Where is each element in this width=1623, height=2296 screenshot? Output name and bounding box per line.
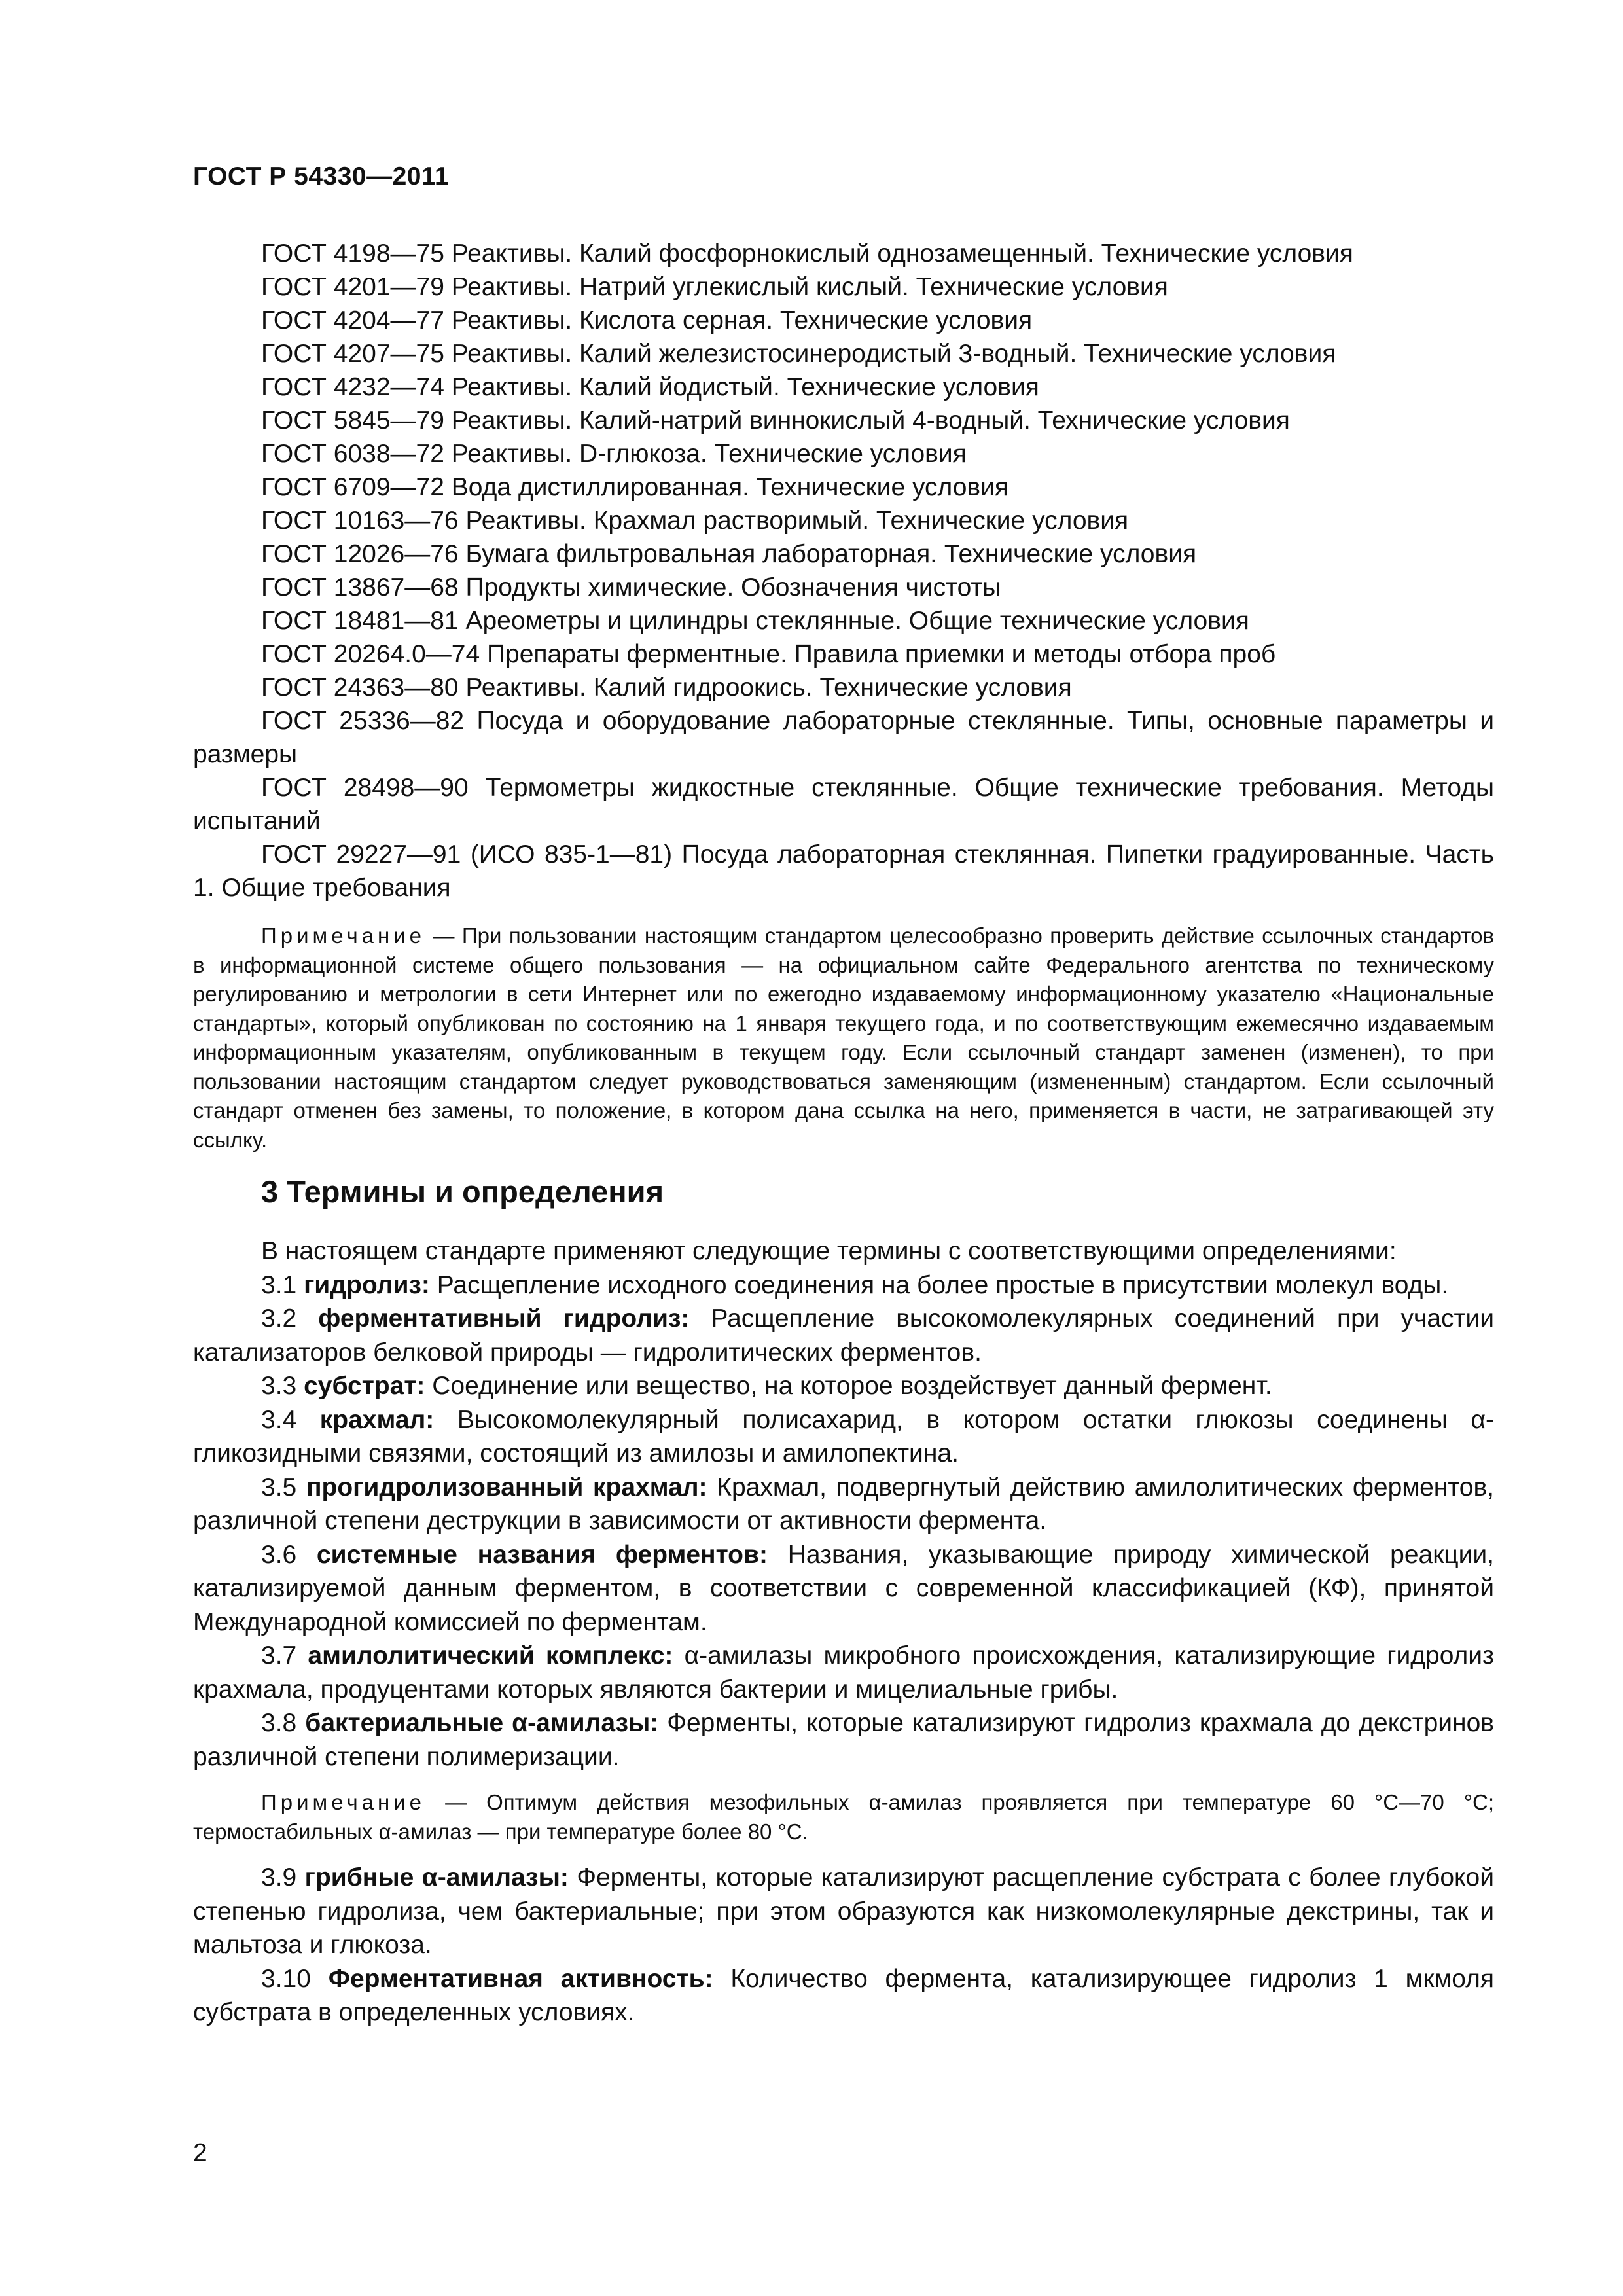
term-name: крахмал: [319,1405,435,1434]
term-definition: Количество фермента, катализирующее гидролиз 1 мкмоля субстрата в определенных условиях. [193,1964,1494,2026]
reference-code: ГОСТ 4201—79 [261,273,444,301]
term-definition: α-амилазы микробного происхождения, катализирующие гидролиз крахмала, продуцентами которых являются бактерии и мицелиальные грибы. [193,1641,1494,1704]
reference-title: Ареометры и цилиндры стеклянные. Общие технические условия [465,607,1249,635]
reference-code: ГОСТ 5845—79 [261,406,444,435]
reference-title: Реактивы. Кислота серная. Технические условия [451,306,1033,334]
term-number: 3.4 [261,1405,297,1434]
term-item [193,1268,1494,1302]
note-text: — Оптимум действия мезофильных α-амилаз проявляется при температуре 60 °С—70 °С; термостабильных α-амилаз — при температуре более 80 °С. [193,1790,1494,1844]
reference-item [193,471,1494,504]
term-item [193,1706,1494,1774]
term-number: 3.5 [261,1473,297,1501]
reference-code: ГОСТ 4232—74 [261,373,444,401]
term-item [193,1302,1494,1369]
term-name: грибные α-амилазы: [304,1863,569,1892]
term-item [193,1471,1494,1538]
reference-item [193,270,1494,304]
term-definition: Названия, указывающие природу химической реакции, катализируемой данным ферментом, в соответствии с современной классификацией (КФ), принятой Международной комиссией по ферментам. [193,1540,1495,1636]
reference-title: Вода дистиллированная. Технические условия [451,473,1009,501]
reference-code: ГОСТ 6709—72 [261,473,444,501]
document-header: ГОСТ Р 54330—2011 [193,162,450,190]
reference-code: ГОСТ 12026—76 [261,540,459,568]
section-title: 3 Термины и определения [261,1174,664,1209]
reference-item [193,337,1494,370]
page-number: 2 [193,2139,207,2167]
reference-title: Препараты ферментные. Правила приемки и методы отбора проб [487,640,1276,668]
reference-code: ГОСТ 4207—75 [261,340,444,368]
reference-title: Посуда лабораторная стеклянная. Пипетки градуированные. Часть 1. Общие требования [193,840,1494,902]
term-definition: Расщепление высокомолекулярных соединений при участии катализаторов белковой природы — гидролитических ферментов. [193,1304,1494,1367]
section-intro: В настоящем стандарте применяют следующие термины с соответствующими определениями: [261,1237,1397,1265]
reference-code: ГОСТ 24363—80 [261,673,459,702]
term-name: ферментативный гидролиз: [318,1304,690,1333]
reference-item [193,537,1494,571]
term-definition: Ферменты, которые катализируют гидролиз крахмала до декстринов различной степени полимеризации. [193,1709,1494,1771]
reference-item [193,504,1494,537]
note-text: — При пользовании настоящим стандартом целесообразно проверить действие ссылочных стандартов в информационной системе общего пользования — на официальном сайте Федерального агентства по техническому регулированию и метрологии в сети Интернет или по ежегодно издаваемому информационному указателю «Национальные стандарты», который опубликован по состоянию на 1 января текущего года, и по соответствующим ежемесячно издаваемым информационным указателям, опубликованным в текущем году. Если ссылочный стандарт заменен (изменен), то при пользовании настоящим стандартом следует руководствоваться заменяющим (измененным) стандартом. Если ссылочный стандарт отменен без замены, то положение, в котором дана ссылка на него, применяется в части, не затрагивающей эту ссылку. [193,924,1494,1152]
reference-item [193,838,1494,905]
term-name: субстрат: [304,1372,425,1400]
reference-item [193,404,1494,437]
reference-title: Реактивы. D-глюкоза. Технические условия [451,440,967,468]
term-item [193,1403,1494,1471]
reference-code: ГОСТ 4198—75 [261,240,444,268]
reference-code: ГОСТ 13867—68 [261,573,459,601]
reference-item [193,304,1494,337]
term-definition: Соединение или вещество, на которое воздействует данный фермент. [432,1372,1272,1400]
term-number: 3.2 [261,1304,297,1333]
term-number: 3.3 [261,1372,297,1400]
term-number: 3.6 [261,1540,297,1569]
term-number: 3.8 [261,1709,297,1737]
reference-title: Продукты химические. Обозначения чистоты [465,573,1001,601]
reference-title: Посуда и оборудование лабораторные стеклянные. Типы, основные параметры и размеры [193,707,1494,768]
term-name: бактериальные α-амилазы: [305,1709,659,1737]
note-label: Примечание [261,924,426,948]
term-name: системные названия ферментов: [316,1540,768,1569]
term-number: 3.10 [261,1964,311,1993]
reference-item [193,370,1494,404]
term-item [193,1538,1494,1640]
reference-code: ГОСТ 6038—72 [261,440,444,468]
reference-title: Термометры жидкостные стеклянные. Общие технические требования. Методы испытаний [193,774,1494,835]
normative-references-list [193,237,1494,905]
reference-item [193,437,1494,471]
term-item [193,1962,1494,2030]
note-label: Примечание [261,1790,426,1814]
term-definition: Высокомолекулярный полисахарид, в котором остатки глюкозы соединены α-гликозидными связями, состоящий из амилозы и амилопектина. [193,1405,1494,1467]
term-definition: Расщепление исходного соединения на более простые в присутствии молекул воды. [437,1270,1449,1299]
term-name: прогидролизованный крахмал: [306,1473,707,1501]
reference-title: Реактивы. Натрий углекислый кислый. Технические условия [451,273,1168,301]
reference-item [193,237,1494,270]
reference-title: Реактивы. Крахмал растворимый. Технические условия [465,507,1129,535]
reference-title: Реактивы. Калий железистосинеродистый 3-водный. Технические условия [451,340,1336,368]
amylase-note [193,1788,1494,1846]
reference-code: ГОСТ 28498—90 [261,774,469,802]
reference-title: Реактивы. Калий йодистый. Технические условия [451,373,1039,401]
reference-item [193,604,1494,637]
reference-item [193,637,1494,671]
term-name: гидролиз: [304,1270,430,1299]
terms-list [193,1234,1494,2030]
reference-code: ГОСТ 18481—81 [261,607,459,635]
term-item [193,1861,1494,1962]
term-definition: Ферменты, которые катализируют расщепление субстрата с более глубокой степенью гидролиза, чем бактериальные; при этом образуются как низкомолекулярные декстрины, так и мальтоза и глюкоза. [193,1863,1495,1959]
term-name: амилолитический комплекс: [308,1641,673,1670]
reference-title: Реактивы. Калий фосфорнокислый однозамещенный. Технические условия [451,240,1353,268]
term-number: 3.1 [261,1270,297,1299]
reference-item [193,671,1494,704]
term-number: 3.7 [261,1641,297,1670]
reference-title: Бумага фильтровальная лабораторная. Технические условия [465,540,1197,568]
reference-item [193,571,1494,604]
references-note [193,922,1494,1155]
term-name: Ферментативная активность: [328,1964,713,1993]
reference-item [193,704,1494,771]
reference-code: ГОСТ 10163—76 [261,507,459,535]
term-definition: Крахмал, подвергнутый действию амилолитических ферментов, различной степени деструкции в зависимости от активности фермента. [193,1473,1494,1535]
term-item [193,1639,1494,1706]
reference-code: ГОСТ 29227—91 (ИСО 835-1—81) [261,840,673,869]
reference-code: ГОСТ 4204—77 [261,306,444,334]
reference-title: Реактивы. Калий-натрий виннокислый 4-водный. Технические условия [451,406,1290,435]
reference-title: Реактивы. Калий гидроокись. Технические условия [465,673,1072,702]
term-item [193,1369,1494,1403]
reference-code: ГОСТ 20264.0—74 [261,640,480,668]
reference-code: ГОСТ 25336—82 [261,707,465,735]
term-number: 3.9 [261,1863,297,1892]
reference-item [193,771,1494,838]
